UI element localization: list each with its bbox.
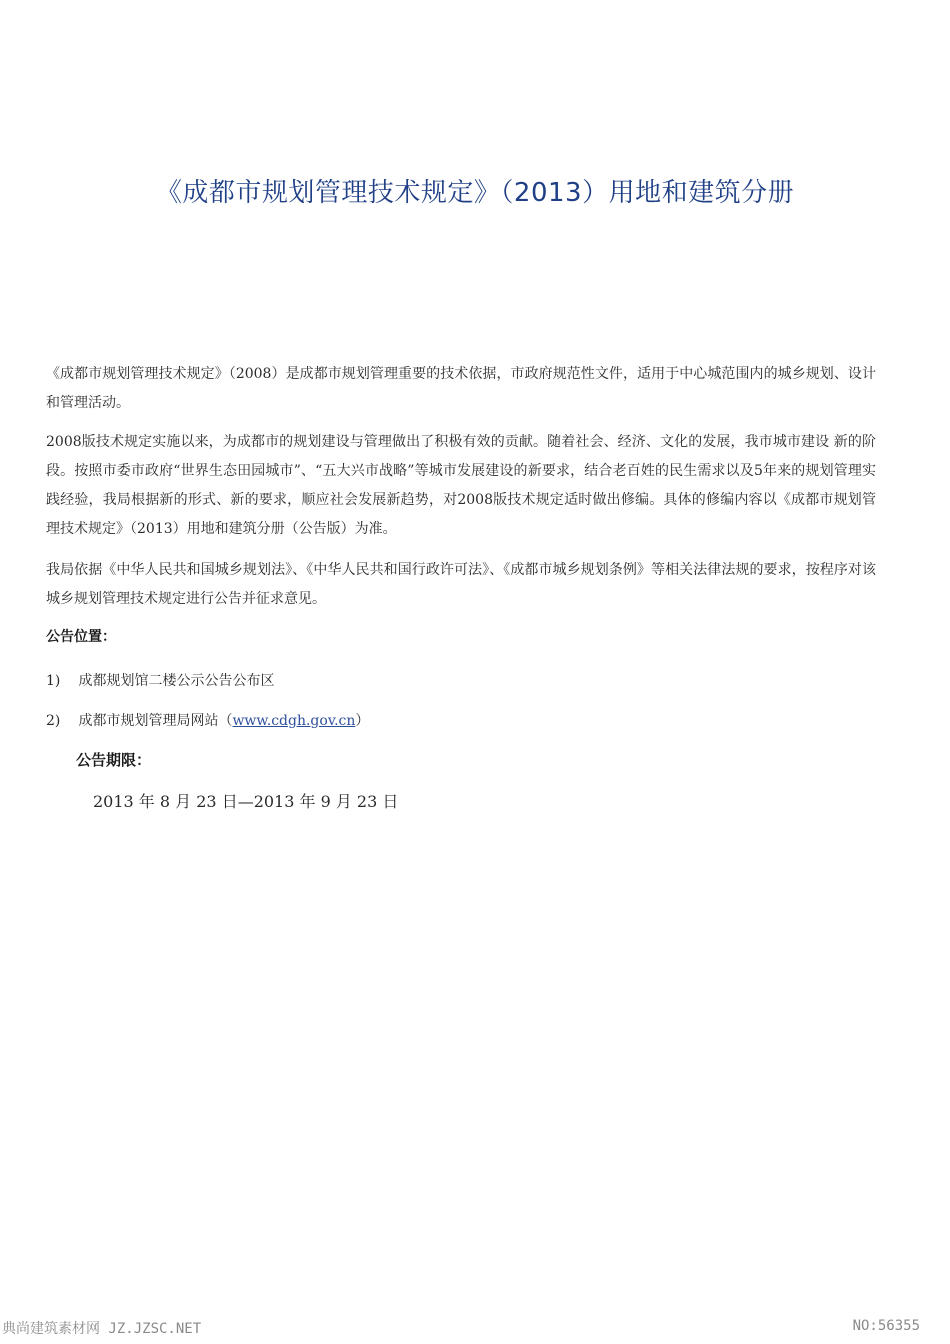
website-link[interactable]: www.cdgh.gov.cn <box>232 713 356 729</box>
list-number: 2) <box>46 713 61 729</box>
footer-number: NO:56355 <box>852 1318 920 1334</box>
period-dates: 2013 年 8 月 23 日—2013 年 9 月 23 日 <box>93 792 399 811</box>
revision-paragraph: 2008版技术规定实施以来，为成都市的规划建设与管理做出了积极有效的贡献。随着社会、经济、文化的发展，我市城市建设 新的阶段。按照市委市政府“世界生态田园城市”、“五大兴市战略”等城市发展建设的新要求，结合老百姓的民生需求以及5年来的规划管理实践经验，我局根据新的形式、新的要求，顺应社会发展新趋势，对2008版技术规定适时做出修编。具体的修编内容以《成都市规划管理技术规定》（2013）用地和建筑分册（公告版）为准。 <box>46 434 876 537</box>
location-heading: 公告位置： <box>46 629 116 645</box>
intro-paragraph: 《成都市规划管理技术规定》（2008）是成都市规划管理重要的技术依据，市政府规范性文件，适用于中心城范围内的城乡规划、设计和管理活动。 <box>46 366 876 411</box>
notice-basis-paragraph: 我局依据《中华人民共和国城乡规划法》、《中华人民共和国行政许可法》、《成都市城乡规划条例》等相关法律法规的要求，按程序对该城乡规划管理技术规定进行公告并征求意见。 <box>46 562 876 607</box>
footer-watermark: 典尚建筑素材网 JZ.JZSC.NET <box>2 1321 202 1337</box>
location-item-text: 成都规划馆二楼公示公告公布区 <box>78 673 275 689</box>
location-item-website <box>46 710 369 730</box>
location-item-exhibition-hall <box>46 670 274 690</box>
list-number: 1) <box>46 673 61 689</box>
location-item-text-close: ） <box>355 713 370 729</box>
location-item-text: 成都市规划管理局网站（ <box>78 713 233 729</box>
period-heading: 公告期限： <box>76 751 152 769</box>
page-title: 《成都市规划管理技术规定》（2013）用地和建筑分册 <box>155 178 795 208</box>
